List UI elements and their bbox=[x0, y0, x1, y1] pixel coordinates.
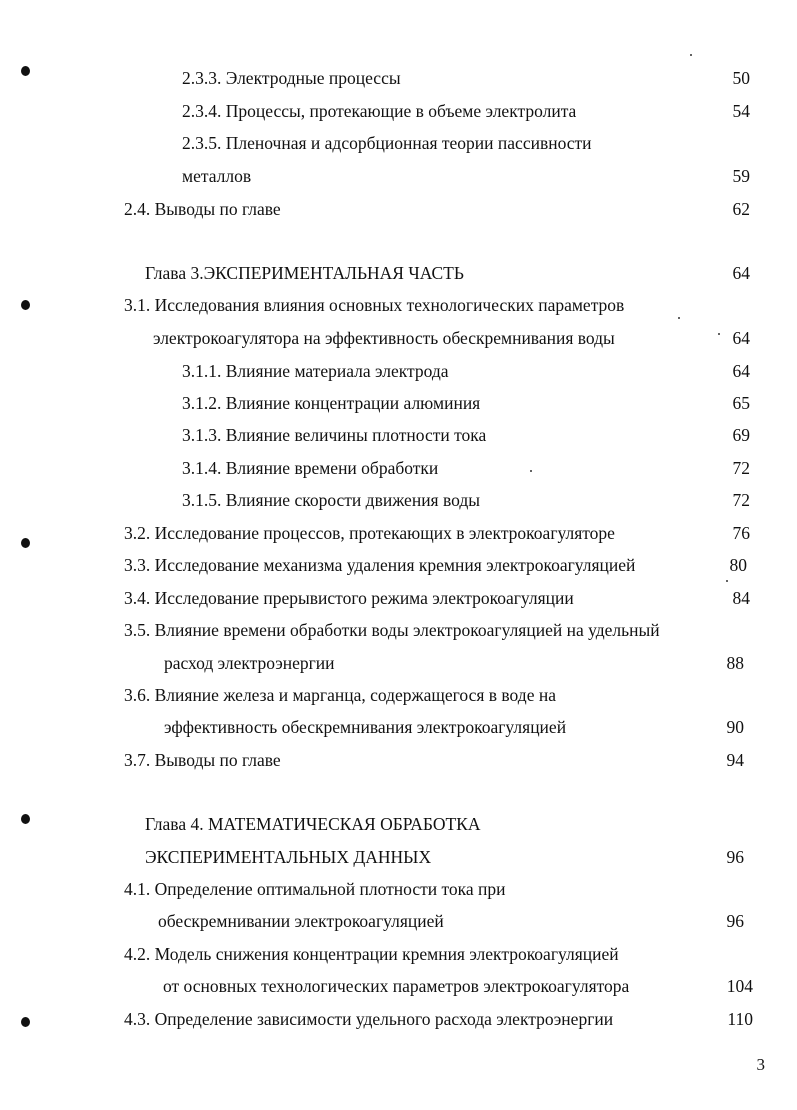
toc-entry-text: металлов bbox=[182, 166, 252, 186]
toc-entry-text: 2.4. Выводы по главе bbox=[124, 199, 281, 219]
toc-entry-text: 4.1. Определение оптимальной плотности тока при bbox=[124, 879, 506, 899]
toc-entry-page: 69 bbox=[732, 425, 750, 445]
punch-hole-mark bbox=[21, 538, 30, 548]
punch-hole-mark bbox=[21, 1017, 30, 1027]
toc-entry-text: 3.1.2. Влияние концентрации алюминия bbox=[182, 393, 481, 413]
toc-entry-text: от основных технологических параметров электрокоагулятора bbox=[163, 976, 630, 996]
toc-entry-text: 3.1.4. Влияние времени обработки bbox=[182, 458, 439, 478]
toc-entry-text: 3.1. Исследования влияния основных технологических параметров bbox=[124, 295, 625, 315]
punch-hole-mark bbox=[21, 300, 30, 310]
page-number: 3 bbox=[756, 1055, 765, 1074]
punch-hole-mark bbox=[21, 814, 30, 824]
toc-entry-text: обескремнивании электрокоагуляцией bbox=[158, 911, 444, 931]
toc-entry-text: расход электроэнергии bbox=[164, 653, 335, 673]
toc-entry-text: 3.6. Влияние железа и марганца, содержащегося в воде на bbox=[124, 685, 556, 705]
toc-entry-page: 88 bbox=[726, 653, 744, 673]
toc-entry-page: 94 bbox=[726, 750, 744, 770]
toc-entry-text: 3.2. Исследование процессов, протекающих в электрокоагуляторе bbox=[124, 523, 615, 543]
toc-entry-page: 50 bbox=[732, 68, 750, 88]
toc-entry-page: 64 bbox=[732, 328, 750, 348]
scan-speck bbox=[678, 317, 680, 319]
toc-entry-text: 2.3.5. Пленочная и адсорбционная теории пассивности bbox=[182, 133, 592, 153]
toc-entry-page: 90 bbox=[726, 717, 744, 737]
toc-entry-page: 104 bbox=[726, 976, 753, 996]
toc-chapter-heading: Глава 3.ЭКСПЕРИМЕНТАЛЬНАЯ ЧАСТЬ bbox=[145, 263, 464, 283]
toc-entry-page: 65 bbox=[732, 393, 750, 413]
toc-entry-text: 4.3. Определение зависимости удельного расхода электроэнергии bbox=[124, 1009, 614, 1029]
toc-entry-text: 2.3.4. Процессы, протекающие в объеме электролита bbox=[182, 101, 577, 121]
toc-entry-text: 3.1.3. Влияние величины плотности тока bbox=[182, 425, 487, 445]
toc-entry-text: 3.3. Исследование механизма удаления кремния электрокоагуляцией bbox=[124, 555, 636, 575]
toc-entry-text: 4.2. Модель снижения концентрации кремния электрокоагуляцией bbox=[124, 944, 619, 964]
punch-hole-mark bbox=[21, 66, 30, 76]
toc-entry-page: 64 bbox=[732, 361, 750, 381]
toc-entry-text: эффективность обескремнивания электрокоагуляцией bbox=[164, 717, 567, 737]
toc-entry-page: 72 bbox=[732, 458, 750, 478]
toc-entry-page: 80 bbox=[729, 555, 747, 575]
toc-entry-page: 72 bbox=[732, 490, 750, 510]
scan-speck bbox=[530, 470, 532, 472]
toc-entry-page: 62 bbox=[732, 199, 750, 219]
toc-entry-page: 76 bbox=[732, 523, 750, 543]
toc-entry-page: 110 bbox=[727, 1009, 753, 1029]
toc-entry-text: 3.7. Выводы по главе bbox=[124, 750, 281, 770]
toc-chapter-heading: ЭКСПЕРИМЕНТАЛЬНЫХ ДАННЫХ bbox=[145, 847, 432, 867]
toc-entry-page: 59 bbox=[732, 166, 750, 186]
toc-entry-page: 54 bbox=[732, 101, 750, 121]
toc-entry-page: 64 bbox=[732, 263, 750, 283]
scan-speck bbox=[726, 580, 728, 582]
toc-entry-text: 3.4. Исследование прерывистого режима электрокоагуляции bbox=[124, 588, 574, 608]
scan-speck bbox=[690, 54, 692, 56]
toc-entry-text: 3.1.5. Влияние скорости движения воды bbox=[182, 490, 481, 510]
toc-entry-page: 96 bbox=[726, 911, 744, 931]
toc-entry-text: 2.3.3. Электродные процессы bbox=[182, 68, 401, 88]
toc-chapter-heading: Глава 4. МАТЕМАТИЧЕСКАЯ ОБРАБОТКА bbox=[145, 814, 481, 834]
toc-entry-text: 3.1.1. Влияние материала электрода bbox=[182, 361, 449, 381]
toc-entry-page: 96 bbox=[726, 847, 744, 867]
toc-entry-text: электрокоагулятора на эффективность обескремнивания воды bbox=[153, 328, 615, 348]
toc-entry-text: 3.5. Влияние времени обработки воды электрокоагуляцией на удельный bbox=[124, 620, 660, 640]
toc-entry-page: 84 bbox=[732, 588, 750, 608]
